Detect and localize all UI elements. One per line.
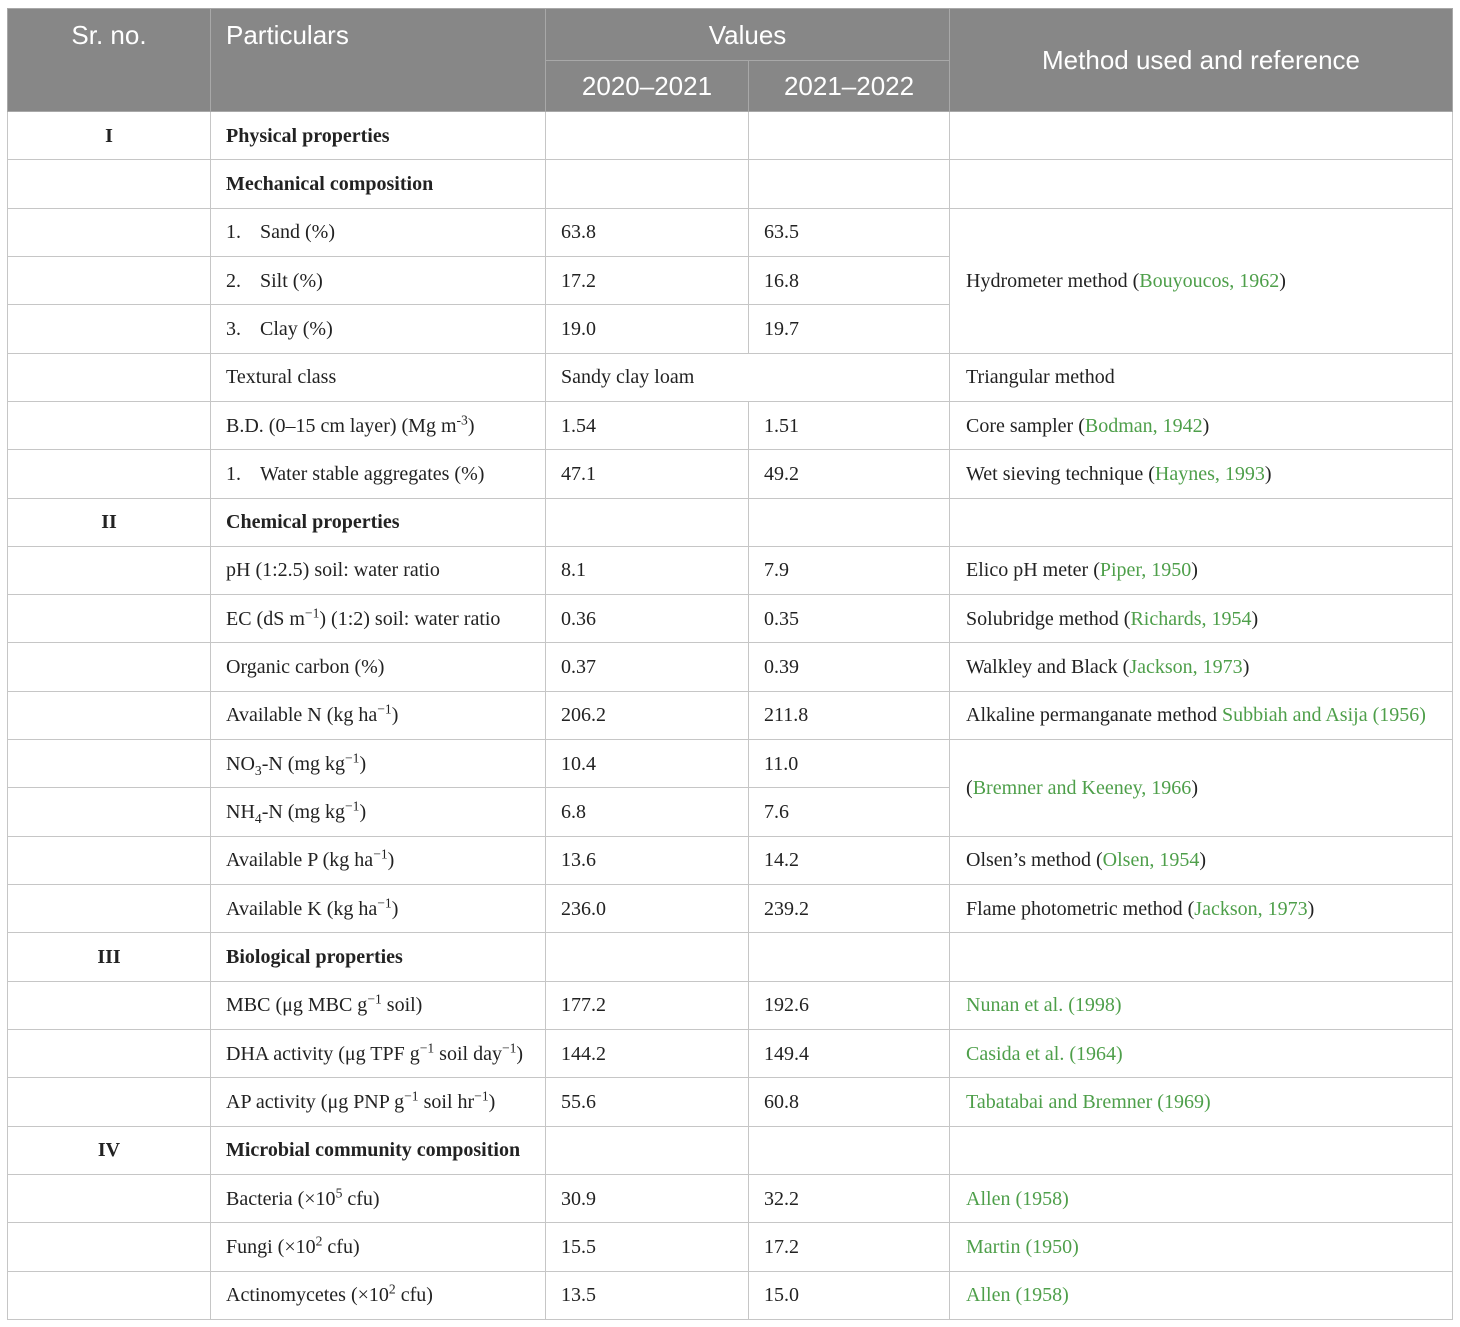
column-header-particulars: Particulars [211, 9, 546, 112]
sr-no-cell [8, 740, 211, 788]
table-row [8, 643, 1453, 691]
value-2020-2021-cell: 19.0 [546, 305, 749, 353]
value-2021-2022-cell: 211.8 [749, 691, 950, 739]
particulars-cell: pH (1:2.5) soil: water ratio [211, 546, 546, 594]
sr-no-cell [8, 885, 211, 933]
method-text: ) [1251, 607, 1259, 630]
method-text: ) [1191, 776, 1198, 799]
reference-link[interactable]: Martin (1950) [966, 1235, 1079, 1258]
superscript: −1 [419, 1039, 435, 1055]
particulars-text: ) [359, 752, 367, 775]
value-2021-2022-cell: 7.6 [749, 788, 950, 836]
method-cell [950, 595, 1453, 643]
table-row [8, 112, 1453, 160]
value-2020-2021-cell: 30.9 [546, 1174, 749, 1222]
superscript: −1 [377, 701, 392, 717]
method-cell [950, 1029, 1453, 1077]
value-2021-2022-cell: 17.2 [749, 1223, 950, 1271]
sr-no-cell: I [8, 112, 211, 160]
particulars-text: ) [359, 801, 367, 824]
method-cell [950, 691, 1453, 739]
particulars-cell [211, 691, 546, 739]
method-cell [950, 885, 1453, 933]
table-row [8, 1029, 1453, 1077]
method-text: ) [1279, 269, 1286, 292]
value-2020-2021-cell [546, 1126, 749, 1174]
value-2021-2022-cell: 1.51 [749, 401, 950, 449]
method-text: Hydrometer method ( [966, 269, 1140, 292]
particulars-text: MBC (μg MBC g [226, 994, 368, 1017]
item-number: 1. [226, 221, 241, 244]
method-cell [950, 1078, 1453, 1126]
reference-link[interactable]: Bouyoucos, 1962 [1139, 269, 1280, 292]
sr-no-cell [8, 691, 211, 739]
particulars-text: ) [391, 897, 399, 920]
particulars-text: cfu) [322, 1235, 360, 1258]
table-row [8, 401, 1453, 449]
sr-no-cell [8, 1029, 211, 1077]
method-cell [950, 498, 1453, 546]
superscript: −1 [373, 846, 388, 862]
item-number: 3. [226, 317, 241, 340]
method-cell [950, 643, 1453, 691]
method-cell [950, 401, 1453, 449]
particulars-text: NH [226, 801, 255, 824]
sr-no-cell: II [8, 498, 211, 546]
value-2020-2021-cell: 47.1 [546, 450, 749, 498]
particulars-text: cfu) [395, 1284, 433, 1307]
method-text: Elico pH meter ( [966, 559, 1100, 582]
reference-link[interactable]: Richards, 1954 [1130, 607, 1252, 630]
method-text: Solubridge method ( [966, 607, 1131, 630]
particulars-cell [211, 450, 546, 498]
sr-no-cell [8, 981, 211, 1029]
column-header-2020-2021: 2020–2021 [546, 61, 749, 112]
particulars-text: ) [387, 849, 395, 872]
method-text: ) [1191, 559, 1198, 582]
particulars-cell [211, 1078, 546, 1126]
method-text: Olsen’s method ( [966, 849, 1103, 872]
value-2020-2021-cell [546, 933, 749, 981]
method-cell [950, 546, 1453, 594]
particulars-text: Available N (kg ha [226, 704, 378, 727]
reference-link[interactable]: Piper, 1950 [1099, 559, 1192, 582]
method-cell [950, 981, 1453, 1029]
table-row [8, 1223, 1453, 1271]
method-cell [950, 1223, 1453, 1271]
table-row [8, 836, 1453, 884]
value-2021-2022-cell [749, 1126, 950, 1174]
particulars-cell [211, 1271, 546, 1319]
superscript: −1 [474, 1088, 489, 1104]
table-row [8, 546, 1453, 594]
value-2021-2022-cell: 0.39 [749, 643, 950, 691]
value-2020-2021-cell: 15.5 [546, 1223, 749, 1271]
value-2021-2022-cell: 63.5 [749, 208, 950, 256]
table-row [8, 740, 1453, 788]
superscript: 5 [335, 1184, 343, 1200]
method-cell [950, 933, 1453, 981]
reference-link[interactable]: Subbiah and Asija (1956) [1222, 704, 1426, 727]
value-2020-2021-cell: 6.8 [546, 788, 749, 836]
reference-link[interactable]: Olsen, 1954 [1102, 849, 1200, 872]
particulars-text: EC (dS m [226, 607, 305, 630]
value-2020-2021-cell: 13.5 [546, 1271, 749, 1319]
reference-link[interactable]: Tabatabai and Bremner (1969) [966, 1090, 1211, 1113]
sr-no-cell [8, 401, 211, 449]
particulars-cell [211, 595, 546, 643]
particulars-text: -N (mg kg [261, 801, 346, 824]
particulars-text: DHA activity (μg TPF g [226, 1042, 420, 1065]
superscript: −1 [345, 750, 360, 766]
sr-no-cell [8, 1271, 211, 1319]
category-heading: Microbial community composition [211, 1126, 546, 1174]
sr-no-cell [8, 595, 211, 643]
method-cell [950, 208, 1453, 353]
value-2021-2022-cell [749, 933, 950, 981]
particulars-text: Clay (%) [260, 317, 333, 340]
value-2020-2021-cell: 0.36 [546, 595, 749, 643]
table-row [8, 1174, 1453, 1222]
value-2020-2021-cell: 10.4 [546, 740, 749, 788]
reference-link[interactable]: Bodman, 1942 [1084, 414, 1203, 437]
method-cell [950, 1271, 1453, 1319]
method-text: ( [966, 776, 973, 799]
value-2021-2022-cell [749, 498, 950, 546]
value-2021-2022-cell: 239.2 [749, 885, 950, 933]
table-body [8, 112, 1453, 1320]
sr-no-cell [8, 546, 211, 594]
superscript: −1 [404, 1088, 419, 1104]
particulars-cell [211, 836, 546, 884]
method-text: ) [1199, 849, 1207, 872]
sr-no-cell [8, 1174, 211, 1222]
particulars-cell [211, 401, 546, 449]
header-row [8, 9, 1453, 61]
particulars-text: cfu) [342, 1187, 380, 1210]
method-text: Wet sieving technique ( [966, 462, 1155, 485]
sr-no-cell [8, 1223, 211, 1271]
value-2021-2022-cell: 15.0 [749, 1271, 950, 1319]
value-2021-2022-cell: 7.9 [749, 546, 950, 594]
particulars-cell [211, 256, 546, 304]
particulars-cell [211, 1029, 546, 1077]
table-row [8, 885, 1453, 933]
particulars-text: NO [226, 752, 255, 775]
method-text: ) [1202, 414, 1210, 437]
sr-no-cell [8, 208, 211, 256]
superscript: −1 [501, 1039, 517, 1055]
superscript: −1 [367, 991, 382, 1007]
method-cell [950, 112, 1453, 160]
item-number: 1. [226, 462, 241, 485]
value-2020-2021-cell: 55.6 [546, 1078, 749, 1126]
table-row [8, 1271, 1453, 1319]
sr-no-cell [8, 788, 211, 836]
table-header [8, 9, 1453, 112]
particulars-cell: Textural class [211, 353, 546, 401]
sr-no-cell [8, 1078, 211, 1126]
value-2020-2021-cell: 144.2 [546, 1029, 749, 1077]
particulars-text: Silt (%) [260, 269, 323, 292]
item-number: 2. [226, 269, 241, 292]
particulars-text: Available K (kg ha [226, 897, 378, 920]
superscript: −1 [377, 895, 392, 910]
method-text: ) [1264, 462, 1272, 485]
table-row [8, 595, 1453, 643]
value-2021-2022-cell: 11.0 [749, 740, 950, 788]
sr-no-cell [8, 256, 211, 304]
value-2020-2021-cell: 8.1 [546, 546, 749, 594]
reference-link[interactable]: Casida et al. (1964) [966, 1042, 1123, 1065]
particulars-text: ) [516, 1042, 524, 1065]
value-2021-2022-cell: 32.2 [749, 1174, 950, 1222]
value-2020-2021-cell: 0.37 [546, 643, 749, 691]
reference-link[interactable]: Nunan et al. (1998) [966, 994, 1122, 1017]
particulars-text: soil hr [418, 1090, 475, 1113]
value-2020-2021-cell [546, 112, 749, 160]
value-2020-2021-cell: 206.2 [546, 691, 749, 739]
method-text: ) [1307, 897, 1315, 920]
superscript: 2 [315, 1233, 323, 1249]
column-header-sr-no: Sr. no. [8, 9, 211, 112]
superscript: −1 [304, 605, 320, 621]
sr-no-cell: III [8, 933, 211, 981]
table-row [8, 450, 1453, 498]
subcategory-heading: Mechanical composition [211, 160, 546, 208]
subscript: 3 [254, 762, 262, 778]
particulars-cell [211, 981, 546, 1029]
value-2021-2022-cell: 192.6 [749, 981, 950, 1029]
value-2021-2022-cell: 19.7 [749, 305, 950, 353]
particulars-text: ) [467, 414, 475, 437]
particulars-text: ) [488, 1090, 496, 1113]
particulars-text: -N (mg kg [261, 752, 346, 775]
method-text: Flame photometric method ( [966, 897, 1195, 920]
column-header-values: Values [546, 9, 950, 61]
method-cell [950, 740, 1453, 837]
reference-link[interactable]: Allen (1958) [966, 1284, 1069, 1307]
reference-link[interactable]: Allen (1958) [966, 1187, 1069, 1210]
method-text: Alkaline permanganate method [966, 704, 1223, 727]
value-2020-2021-cell [546, 160, 749, 208]
value-2021-2022-cell: 16.8 [749, 256, 950, 304]
particulars-text: Sand (%) [260, 221, 335, 244]
particulars-cell [211, 1223, 546, 1271]
value-2020-2021-cell: 17.2 [546, 256, 749, 304]
particulars-text: soil day [434, 1042, 502, 1065]
method-text: Walkley and Black ( [966, 656, 1130, 679]
column-header-2021-2022: 2021–2022 [749, 61, 950, 112]
table-row [8, 353, 1453, 401]
particulars-text: Bacteria (×10 [226, 1187, 336, 1210]
particulars-text: Fungi (×10 [226, 1235, 316, 1258]
reference-link[interactable]: Jackson, 1973 [1194, 897, 1308, 920]
value-2020-2021-cell [546, 498, 749, 546]
value-2021-2022-cell: 49.2 [749, 450, 950, 498]
particulars-text: AP activity (μg PNP g [226, 1090, 405, 1113]
value-2020-2021-cell: 177.2 [546, 981, 749, 1029]
value-2020-2021-cell: 63.8 [546, 208, 749, 256]
particulars-cell [211, 885, 546, 933]
method-cell [950, 1174, 1453, 1222]
value-2020-2021-cell: 13.6 [546, 836, 749, 884]
value-2021-2022-cell: 14.2 [749, 836, 950, 884]
method-text: Core sampler ( [966, 414, 1085, 437]
value-2021-2022-cell: 60.8 [749, 1078, 950, 1126]
value-2021-2022-cell [749, 112, 950, 160]
particulars-text: Available P (kg ha [226, 849, 374, 872]
particulars-cell [211, 305, 546, 353]
method-text: ) [1242, 656, 1250, 679]
table-row [8, 160, 1453, 208]
method-cell: Triangular method [950, 353, 1453, 401]
column-header-method: Method used and reference [950, 9, 1453, 112]
value-2021-2022-cell: 149.4 [749, 1029, 950, 1077]
particulars-text: soil) [381, 994, 423, 1017]
particulars-cell: Organic carbon (%) [211, 643, 546, 691]
sr-no-cell [8, 450, 211, 498]
table-row [8, 933, 1453, 981]
method-cell [950, 836, 1453, 884]
category-heading: Chemical properties [211, 498, 546, 546]
table-row [8, 981, 1453, 1029]
method-cell [950, 160, 1453, 208]
reference-link[interactable]: Haynes, 1993 [1154, 462, 1265, 485]
sr-no-cell [8, 643, 211, 691]
superscript: -3 [456, 411, 468, 427]
reference-link[interactable]: Jackson, 1973 [1129, 656, 1243, 679]
table-row [8, 1126, 1453, 1174]
category-heading: Physical properties [211, 112, 546, 160]
subscript: 4 [254, 811, 262, 827]
category-heading: Biological properties [211, 933, 546, 981]
table-row [8, 1078, 1453, 1126]
particulars-text: ) (1:2) soil: water ratio [319, 607, 501, 630]
superscript: 2 [388, 1281, 396, 1297]
value-2020-2021-cell: 236.0 [546, 885, 749, 933]
method-cell [950, 450, 1453, 498]
sr-no-cell [8, 353, 211, 401]
particulars-cell [211, 208, 546, 256]
particulars-cell [211, 788, 546, 836]
values-merged-cell: Sandy clay loam [546, 353, 950, 401]
sr-no-cell [8, 836, 211, 884]
table-row [8, 498, 1453, 546]
value-2021-2022-cell [749, 160, 950, 208]
particulars-cell [211, 1174, 546, 1222]
table-row [8, 691, 1453, 739]
particulars-text: B.D. (0–15 cm layer) (Mg m [226, 414, 457, 437]
value-2020-2021-cell: 1.54 [546, 401, 749, 449]
sr-no-cell: IV [8, 1126, 211, 1174]
reference-link[interactable]: Bremner and Keeney, 1966 [972, 776, 1192, 799]
value-2021-2022-cell: 0.35 [749, 595, 950, 643]
particulars-text: Actinomycetes (×10 [226, 1284, 389, 1307]
particulars-text: ) [391, 704, 399, 727]
table-row [8, 208, 1453, 256]
particulars-text: Water stable aggregates (%) [260, 462, 485, 485]
soil-properties-table [7, 8, 1453, 1320]
sr-no-cell [8, 305, 211, 353]
particulars-cell [211, 740, 546, 788]
sr-no-cell [8, 160, 211, 208]
method-cell [950, 1126, 1453, 1174]
superscript: −1 [345, 798, 360, 814]
